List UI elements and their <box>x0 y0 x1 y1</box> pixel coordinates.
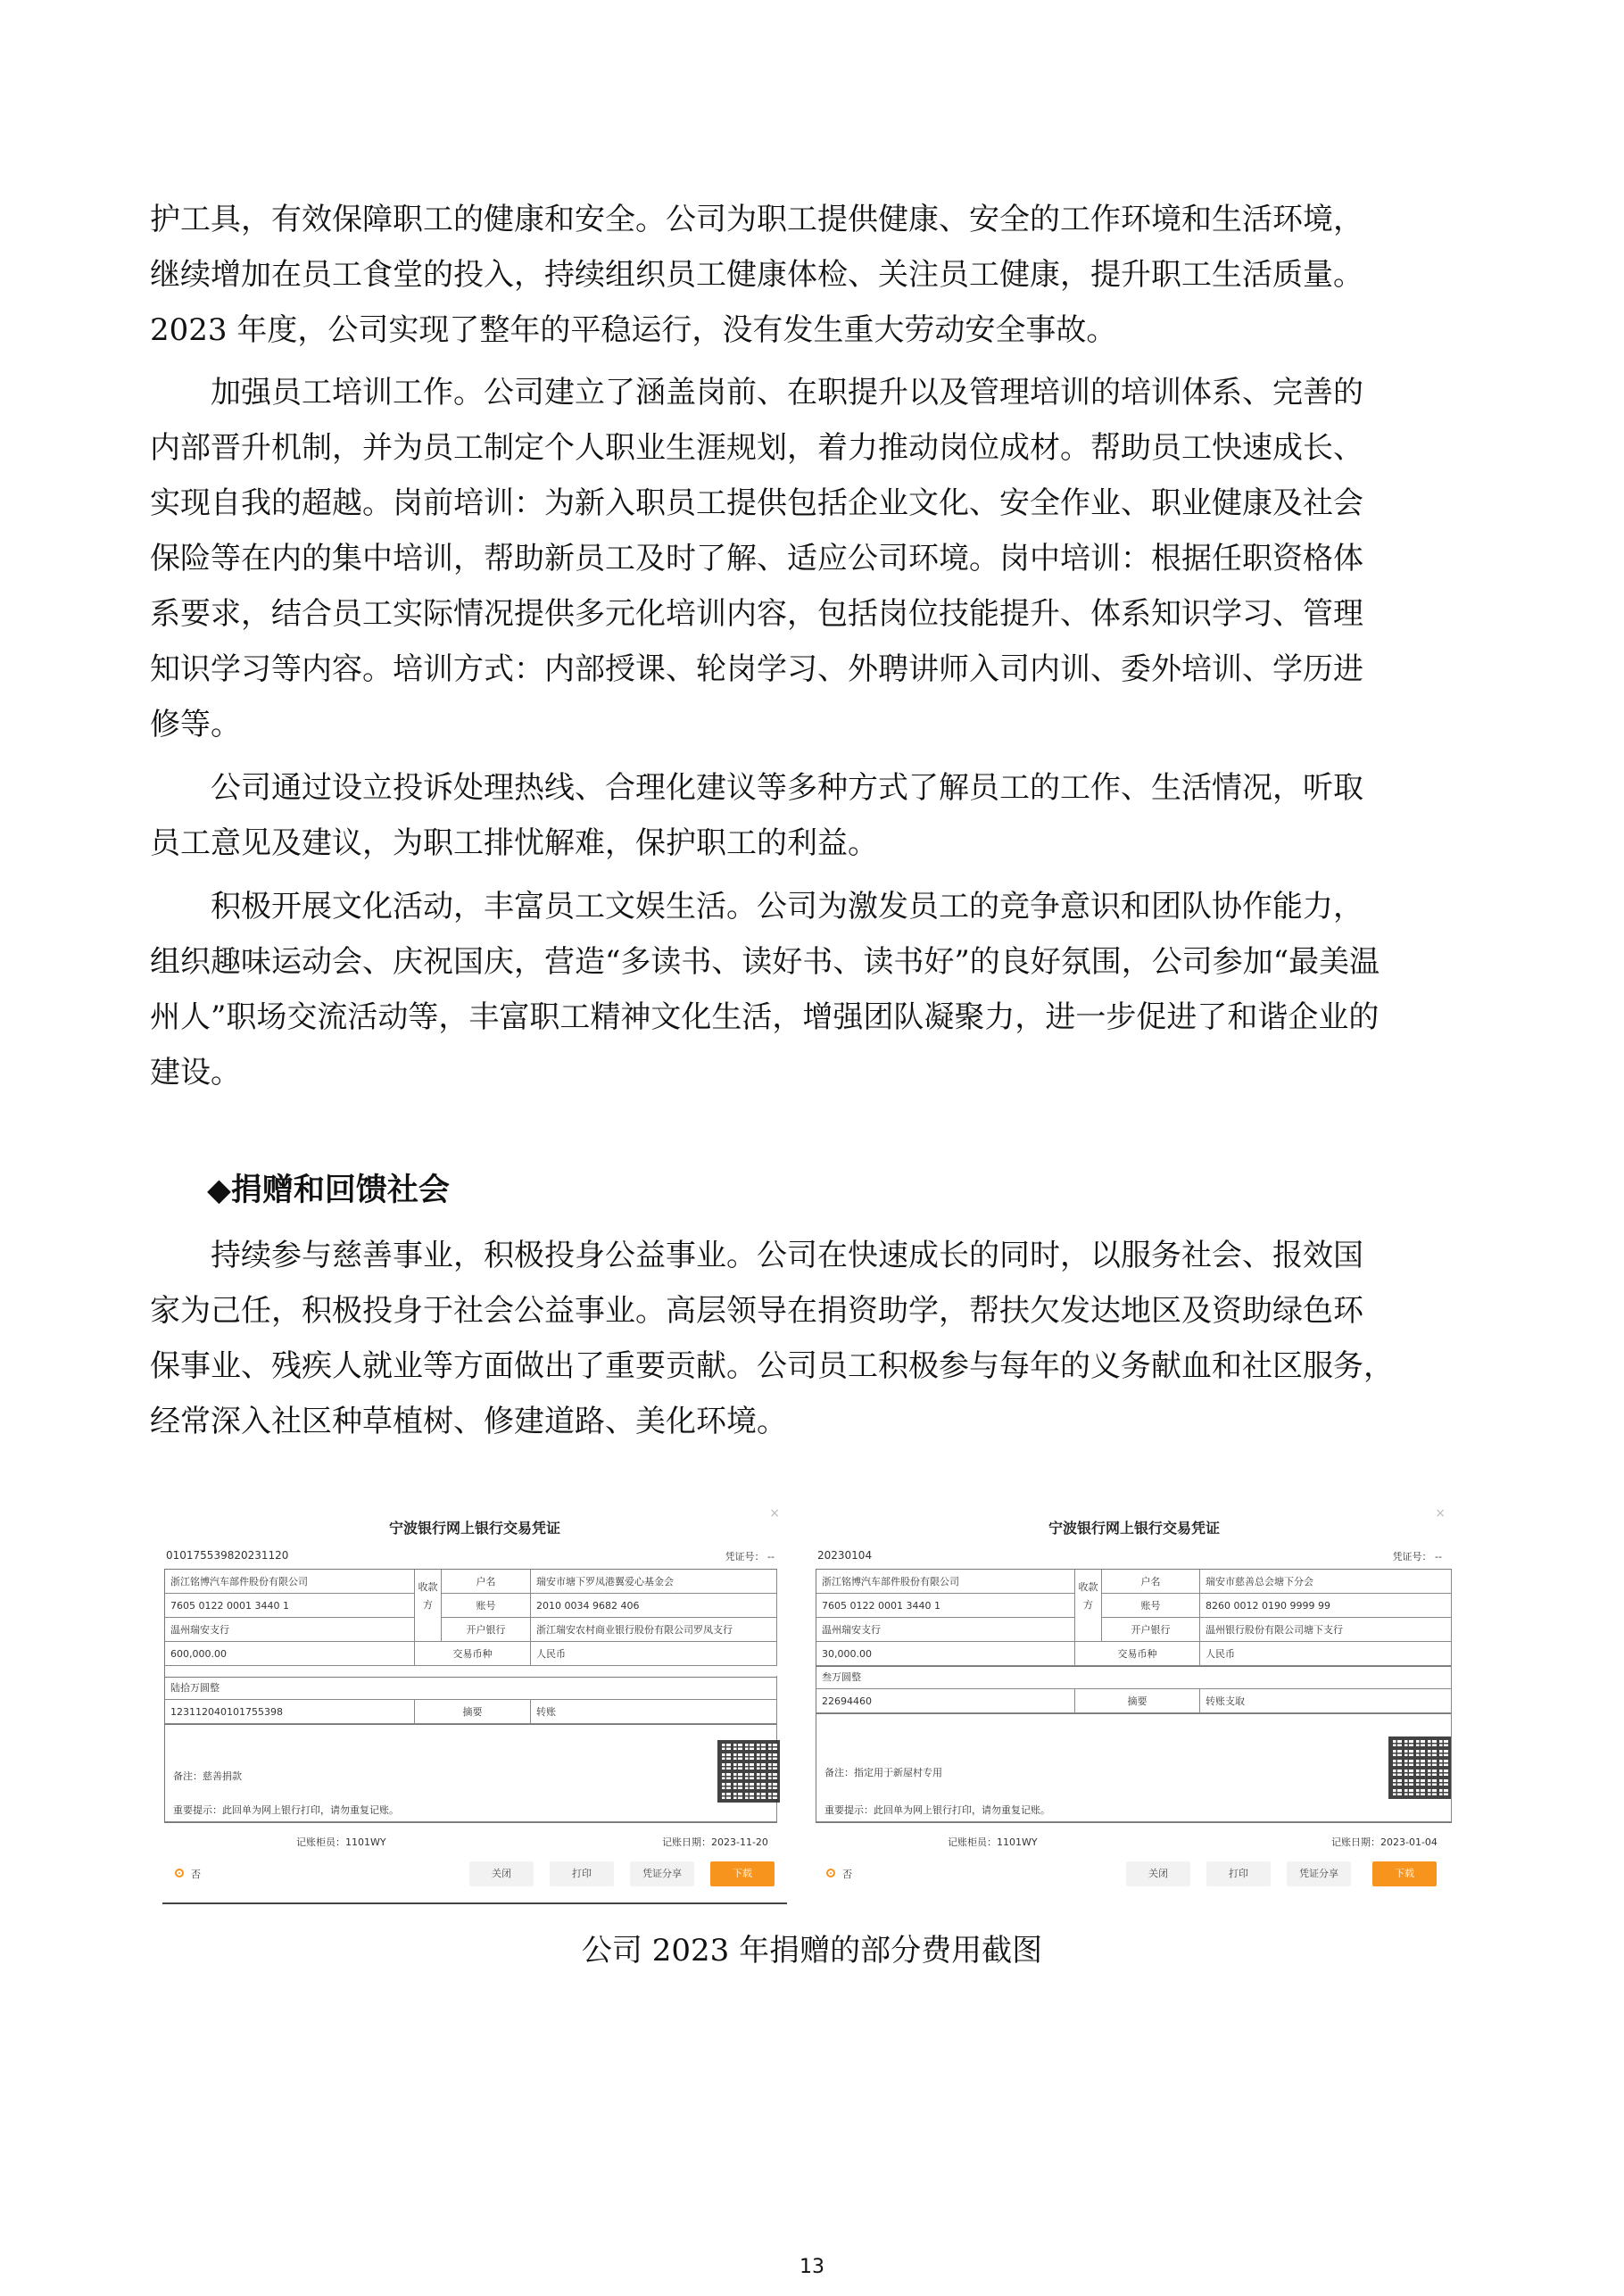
share-button[interactable]: 凭证分享 <box>630 1861 694 1886</box>
payer-account: 7605 0122 0001 3440 1 <box>816 1594 1075 1618</box>
text-line: 州人”职场交流活动等，丰富职工精神文化生活，增强团队凝聚力，进一步促进了和谐企业的 <box>150 999 1380 1035</box>
text-line: 建设。 <box>150 1055 241 1090</box>
radio-label: 否 <box>842 1869 852 1880</box>
close-icon: × <box>1435 1506 1446 1521</box>
paragraph-safety <box>150 192 1524 358</box>
text-line: 实现自我的超越。岗前培训：为新入职员工提供包括企业文化、安全作业、职业健康及社会 <box>150 485 1363 521</box>
payee-label: 收款方 <box>1075 1570 1102 1642</box>
receipt-table <box>164 1569 777 1678</box>
text-line: 内部晋升机制，并为员工制定个人职业生涯规划，着力推动岗位成材。帮助员工快速成长、 <box>150 430 1363 466</box>
paragraph-complaints <box>150 760 1524 871</box>
summary: 转账支取 <box>1200 1689 1452 1713</box>
payee-name: 瑞安市塘下罗凤港翼爱心基金会 <box>531 1570 777 1594</box>
text-line: 修等。 <box>150 707 241 742</box>
receipt-table <box>816 1569 1452 1667</box>
payer-account: 7605 0122 0001 3440 1 <box>165 1594 415 1618</box>
label-currency: 交易币种 <box>1075 1642 1200 1666</box>
amount: 600,000.00 <box>165 1642 415 1666</box>
receipt-serial: 0101755398202311​20 <box>166 1549 289 1562</box>
text-line: 持续参与慈善事业，积极投身公益事业。公司在快速成长的同时，以服务社会、报效国 <box>211 1238 1363 1273</box>
summary: 转账 <box>531 1700 777 1724</box>
divider <box>162 1902 787 1904</box>
bank-receipt-2 <box>814 1490 1454 1905</box>
receipt-title: 宁波银行网上银行交易凭证 <box>388 1520 560 1537</box>
transaction-ref: 22694460 <box>816 1689 1075 1713</box>
qr-code-icon <box>717 1740 780 1803</box>
paragraph-culture <box>150 879 1524 1100</box>
print-button[interactable]: 打印 <box>1206 1861 1271 1886</box>
label-currency: 交易币种 <box>415 1642 531 1666</box>
important-tip: 重要提示：此回单为网上银行打印，请勿重复记账。 <box>173 1804 399 1816</box>
print-button[interactable]: 打印 <box>550 1861 614 1886</box>
paragraph-training <box>150 365 1524 752</box>
teller: 记账柜员：1101WY <box>296 1836 386 1848</box>
qr-code-icon <box>1388 1737 1451 1799</box>
label-bank: 开户银行 <box>1102 1618 1200 1642</box>
section-heading: ◆捐赠和回馈社会 <box>207 1173 450 1208</box>
paragraph-donation <box>150 1228 1524 1449</box>
label-account: 账号 <box>1102 1594 1200 1618</box>
receipt-table-lower <box>816 1665 1452 1714</box>
close-icon: × <box>769 1506 780 1521</box>
voucher-number: 凭证号： -- <box>1392 1551 1442 1562</box>
label-name: 户名 <box>442 1570 531 1594</box>
currency: 人民币 <box>531 1642 777 1666</box>
receipt-title: 宁波银行网上银行交易凭证 <box>1048 1520 1220 1537</box>
posting-date: 记账日期：2023-11-20 <box>662 1836 768 1848</box>
label-summary: 摘要 <box>1075 1689 1200 1713</box>
label-name: 户名 <box>1102 1570 1200 1594</box>
text-line: 组织趣味运动会、庆祝国庆，营造“多读书、读好书、读书好”的良好氛围，公司参加“最美温 <box>150 944 1380 980</box>
text-line: 保事业、残疾人就业等方面做出了重要贡献。公司员工积极参与每年的义务献血和社区服务， <box>150 1348 1394 1384</box>
label-summary: 摘要 <box>415 1700 531 1724</box>
payee-name: 瑞安市慈善总会塘下分会 <box>1200 1570 1452 1594</box>
figure-caption: 公司 2023 年捐赠的部分费用截图 <box>581 1933 1043 1969</box>
payer-bank: 温州瑞安支行 <box>816 1618 1075 1642</box>
payee-account: 2010 0034 9682 406 <box>531 1594 777 1618</box>
text-line: 员工意见及建议，为职工排忧解难，保护职工的利益。 <box>150 825 878 861</box>
teller: 记账柜员：1101WY <box>948 1836 1038 1848</box>
posting-date: 记账日期：2023-01-04 <box>1331 1836 1438 1848</box>
amount-in-words: 叁万圆整 <box>816 1665 1452 1689</box>
text-line: 公司通过设立投诉处理热线、合理化建议等多种方式了解员工的工作、生活情况，听取 <box>211 770 1363 806</box>
transaction-ref: 1231120401017553​98 <box>165 1700 415 1724</box>
remark: 备注：慈善捐款 <box>173 1770 242 1782</box>
bank-receipt-1 <box>162 1490 787 1905</box>
receipt-serial: 20230104 <box>817 1549 873 1562</box>
voucher-number: 凭证号： -- <box>725 1551 775 1562</box>
currency: 人民币 <box>1200 1642 1452 1666</box>
share-button[interactable]: 凭证分享 <box>1287 1861 1351 1886</box>
radio-button[interactable] <box>826 1869 835 1877</box>
payer-name: 浙江铭博汽车部件股份有限公司 <box>165 1570 415 1594</box>
label-account: 账号 <box>442 1594 531 1618</box>
remark: 备注：指定用于新屋村专用 <box>824 1767 942 1778</box>
text-line: 保险等在内的集中培训，帮助新员工及时了解、适应公司环境。岗中培训：根据任职资格体 <box>150 541 1363 576</box>
payee-label: 收款方 <box>415 1570 442 1642</box>
amount: 30,000.00 <box>816 1642 1075 1666</box>
radio-label: 否 <box>191 1869 201 1880</box>
close-button[interactable]: 关闭 <box>469 1861 534 1886</box>
text-line: 家为己任，积极投身于社会公益事业。高层领导在捐资助学，帮扶欠发达地区及资助绿色环 <box>150 1293 1363 1329</box>
payee-bank: 浙江瑞安农村商业银行股份有限公司罗凤支行 <box>531 1618 777 1642</box>
payee-bank: 温州银行股份有限公司塘下支行 <box>1200 1618 1452 1642</box>
text-line: 经常深入社区种草植树、修建道路、美化环境。 <box>150 1404 787 1439</box>
payer-name: 浙江铭博汽车部件股份有限公司 <box>816 1570 1075 1594</box>
download-button[interactable]: 下载 <box>710 1861 775 1886</box>
label-bank: 开户银行 <box>442 1618 531 1642</box>
radio-button[interactable] <box>175 1869 184 1877</box>
receipt-table-lower <box>164 1676 777 1725</box>
text-line: 加强员工培训工作。公司建立了涵盖岗前、在职提升以及管理培训的培训体系、完善的 <box>211 375 1363 410</box>
amount-in-words: 陆拾万圆整 <box>165 1676 777 1700</box>
text-line: 积极开展文化活动，丰富员工文娱生活。公司为激发员工的竞争意识和团队协作能力， <box>211 889 1363 924</box>
page-number: 13 <box>800 2256 824 2278</box>
important-tip: 重要提示：此回单为网上银行打印，请勿重复记账。 <box>824 1804 1050 1816</box>
text-line: 系要求，结合员工实际情况提供多元化培训内容，包括岗位技能提升、体系知识学习、管理 <box>150 596 1363 632</box>
text-line: 继续增加在员工食堂的投入，持续组织员工健康体检、关注员工健康，提升职工生活质量。 <box>150 257 1363 293</box>
text-line: 2023 年度，公司实现了整年的平稳运行，没有发生重大劳动安全事故。 <box>150 312 1117 348</box>
payee-account: 8260 0012 0190 9999 99 <box>1200 1594 1452 1618</box>
text-line: 护工具，有效保障职工的健康和安全。公司为职工提供健康、安全的工作环境和生活环境， <box>150 202 1363 237</box>
download-button[interactable]: 下载 <box>1372 1861 1437 1886</box>
text-line: 知识学习等内容。培训方式：内部授课、轮岗学习、外聘讲师入司内训、委外培训、学历进 <box>150 651 1363 687</box>
payer-bank: 温州瑞安支行 <box>165 1618 415 1642</box>
close-button[interactable]: 关闭 <box>1126 1861 1190 1886</box>
